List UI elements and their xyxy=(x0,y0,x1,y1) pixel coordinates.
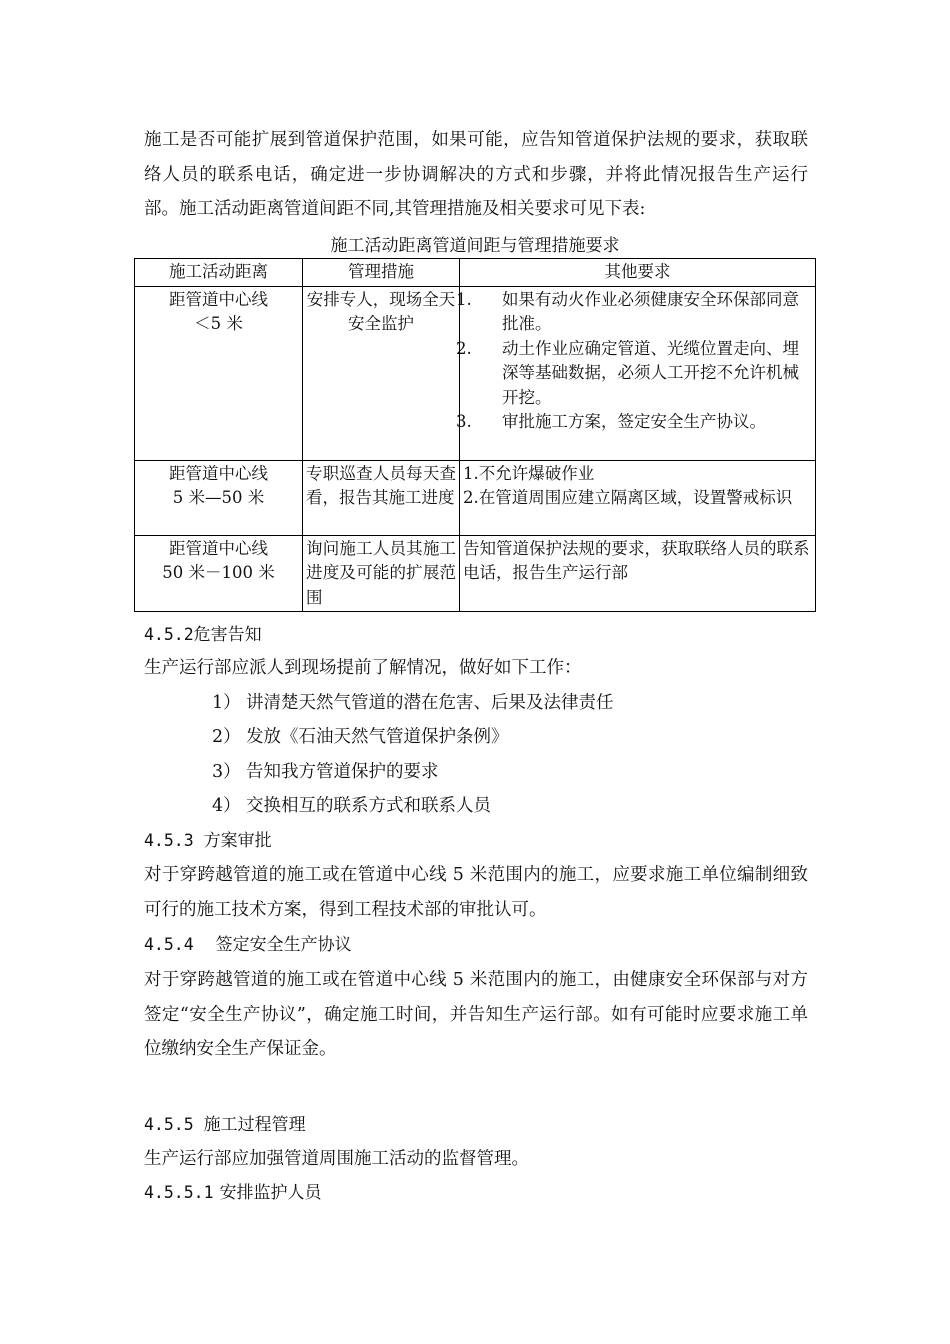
requirement-text: 如果有动火作业必须健康安全环保部同意批准。 xyxy=(502,289,799,333)
requirement-number: 2. xyxy=(456,338,472,358)
measure-cell: 专职巡查人员每天查看，报告其施工进度 xyxy=(303,460,460,535)
header-measure: 管理措施 xyxy=(303,259,460,287)
section-body: 生产运行部应加强管道周围施工活动的监督管理。 xyxy=(144,1149,529,1169)
section-heading-4-5-4 xyxy=(144,930,352,960)
distance-line: ＜5 米 xyxy=(194,314,243,333)
list-item xyxy=(212,722,509,752)
list-item xyxy=(212,757,439,787)
section-intro: 生产运行部应派人到现场提前了解情况，做好如下工作： xyxy=(144,658,582,678)
requirements-cell xyxy=(460,460,816,535)
section-title: 签定安全生产协议 xyxy=(215,935,352,955)
requirement-number: 3. xyxy=(456,412,472,431)
distance-measures-table xyxy=(134,258,816,612)
section-heading-4-5-3 xyxy=(144,826,272,856)
section-title: 安排监护人员 xyxy=(219,1183,322,1203)
measure-cell: 安排专人，现场全天安全监护 xyxy=(303,286,460,460)
distance-line: 5 米—50 米 xyxy=(172,488,265,507)
table-header-row xyxy=(135,259,816,287)
requirement-number: 1. xyxy=(456,289,472,309)
list-text: 讲清楚天然气管道的潜在危害、后果及法律责任 xyxy=(246,693,614,713)
table-row xyxy=(135,286,816,460)
header-distance: 施工活动距离 xyxy=(135,259,303,287)
section-body: 对于穿跨越管道的施工或在管道中心线 5 米范围内的施工，由健康安全环保部与对方签定“安全生产协议”，确定施工时间，并告知生产运行部。如有可能时应要求施工单位缴纳安全生产保证金。 xyxy=(144,970,808,1059)
distance-cell xyxy=(135,460,303,535)
measure-cell: 询问施工人员其施工进度及可能的扩展范围 xyxy=(303,535,460,612)
requirements-cell xyxy=(456,286,816,460)
table-caption: 施工活动距离管道间距与管理措施要求 xyxy=(330,236,620,256)
list-number: 4） xyxy=(212,796,241,816)
requirement-text: 告知管道保护法规的要求，获取联络人员的联系电话，报告生产运行部 xyxy=(463,538,810,582)
requirement-text: 审批施工方案，签定安全生产协议。 xyxy=(502,412,766,431)
section-number: 4.5.2 xyxy=(144,625,194,644)
distance-line: 距管道中心线 xyxy=(169,463,268,483)
list-item xyxy=(212,791,491,821)
distance-line: 距管道中心线 xyxy=(169,538,268,558)
section-title: 危害告知 xyxy=(193,625,262,645)
requirement-item xyxy=(456,288,812,337)
intro-paragraph: 施工是否可能扩展到管道保护范围，如果可能，应告知管道保护法规的要求，获取联络人员的联系电话，确定进一步协调解决的方式和步骤，并将此情况报告生产运行部。施工活动距离管道间距不同,其管理措施及相关要求可见下表: xyxy=(144,130,808,219)
distance-line: 50 米－100 米 xyxy=(162,563,275,582)
header-requirements: 其他要求 xyxy=(460,259,816,287)
section-heading-4-5-2 xyxy=(144,620,262,650)
list-number: 1） xyxy=(212,693,241,713)
section-title: 方案审批 xyxy=(203,831,272,851)
distance-line: 距管道中心线 xyxy=(169,289,268,309)
requirements-cell xyxy=(460,535,816,612)
requirement-text: 2.在管道周围应建立隔离区域，设置警戒标识 xyxy=(463,488,793,507)
requirement-text: 1.不允许爆破作业 xyxy=(463,463,595,483)
list-text: 发放《石油天然气管道保护条例》 xyxy=(246,727,509,747)
table-row xyxy=(135,460,816,535)
list-text: 告知我方管道保护的要求 xyxy=(246,762,439,782)
section-number: 4.5.4 xyxy=(144,935,194,954)
requirement-text: 动土作业应确定管道、光缆位置走向、埋深等基础数据，必须人工开挖不允许机械开挖。 xyxy=(502,338,799,407)
section-number: 4.5.5.1 xyxy=(144,1183,214,1202)
section-number: 4.5.3 xyxy=(144,831,194,850)
section-heading-4-5-5 xyxy=(144,1110,306,1140)
distance-cell xyxy=(135,286,303,460)
list-number: 2） xyxy=(212,727,241,747)
requirement-item xyxy=(456,410,812,435)
section-heading-4-5-5-1 xyxy=(144,1178,322,1208)
section-body: 对于穿跨越管道的施工或在管道中心线 5 米范围内的施工，应要求施工单位编制细致可行的施工技术方案，得到工程技术部的审批认可。 xyxy=(144,865,808,920)
table-row xyxy=(135,535,816,612)
requirement-item xyxy=(456,337,812,411)
distance-cell xyxy=(135,535,303,612)
section-title: 施工过程管理 xyxy=(203,1115,306,1135)
section-number: 4.5.5 xyxy=(144,1115,194,1134)
list-item xyxy=(212,688,614,718)
list-text: 交换相互的联系方式和联系人员 xyxy=(246,796,491,816)
list-number: 3） xyxy=(212,762,241,782)
